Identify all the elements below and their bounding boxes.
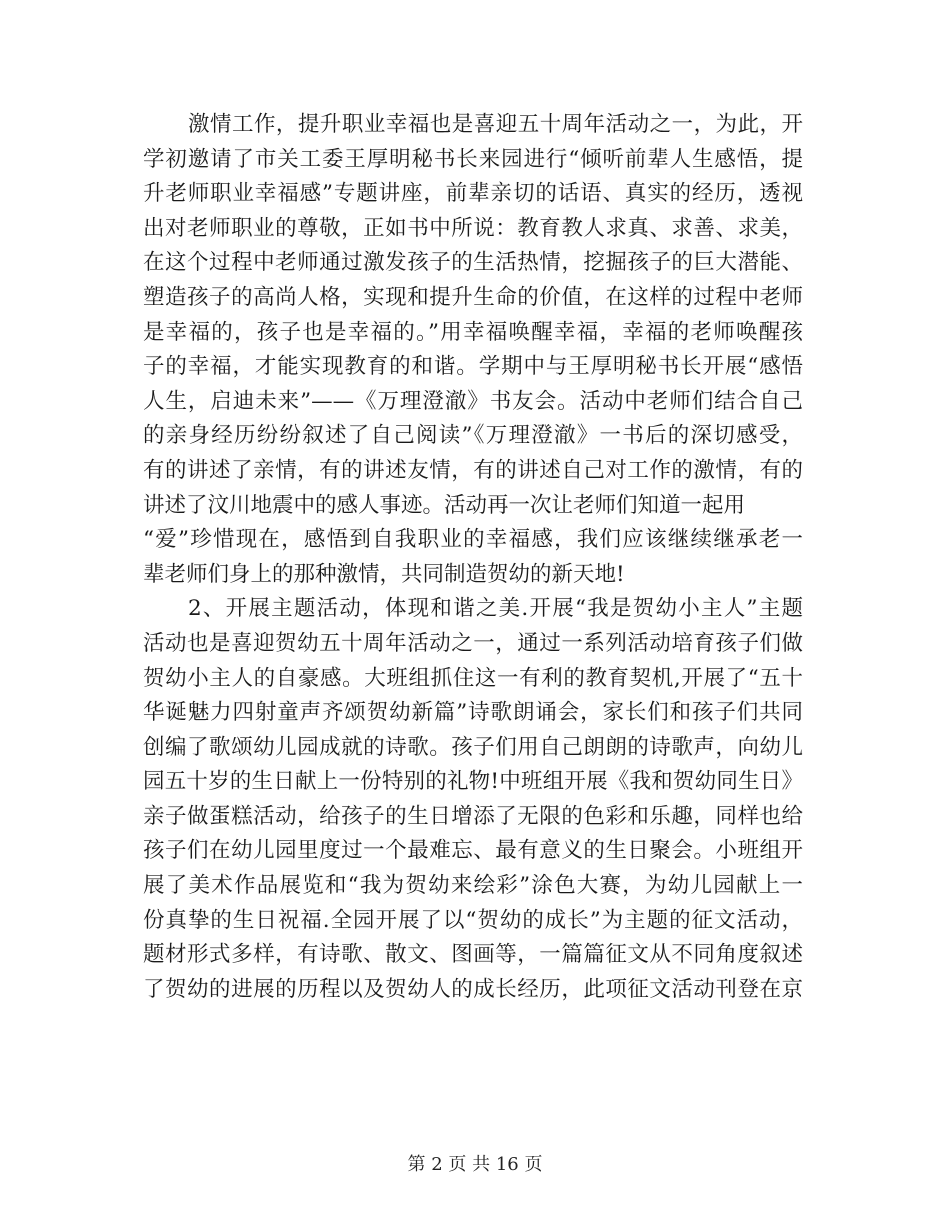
paragraph-line: 题材形式多样，有诗歌、散文、图画等，一篇篇征文从不同角度叙述 (143, 942, 803, 968)
paragraph-line: 活动也是喜迎贺幼五十周年活动之一，通过一系列活动培育孩子们做 (143, 630, 803, 656)
paragraph-line: 辈老师们身上的那种激情，共同制造贺幼的新天地! (143, 561, 625, 587)
paragraph-line: 创编了歌颂幼儿园成就的诗歌。孩子们用自己朗朗的诗歌声，向幼儿 (143, 734, 803, 760)
paragraph-line: 华诞魅力四射童声齐颂贺幼新篇”诗歌朗诵会，家长们和孩子们共同 (143, 700, 803, 726)
paragraph-line: 在这个过程中老师通过激发孩子的生活热情，挖掘孩子的巨大潜能、 (143, 250, 803, 276)
paragraph-line: 人生，启迪未来”——《万理澄澈》书友会。活动中老师们结合自己 (143, 388, 803, 414)
paragraph-line: 是幸福的，孩子也是幸福的。”用幸福唤醒幸福，幸福的老师唤醒孩 (143, 319, 803, 345)
paragraph-line: 份真挚的生日祝福.全园开展了以“贺幼的成长”为主题的征文活动， (143, 907, 803, 933)
paragraph-line: 孩子们在幼儿园里度过一个最难忘、最有意义的生日聚会。小班组开 (143, 838, 803, 864)
body-text (143, 108, 803, 1007)
paragraph-line: 的亲身经历纷纷叙述了自己阅读”《万理澄澈》一书后的深切感受， (143, 423, 803, 449)
paragraph-line: 子的幸福，才能实现教育的和谐。学期中与王厚明秘书长开展“感悟 (143, 354, 803, 380)
page-footer (0, 1150, 950, 1176)
paragraph-line: 塑造孩子的高尚人格，实现和提升生命的价值，在这样的过程中老师 (143, 284, 803, 310)
paragraph-line: 讲述了汶川地震中的感人事迹。活动再一次让老师们知道一起用 (143, 492, 746, 518)
paragraph-line: “爱”珍惜现在，感悟到自我职业的幸福感，我们应该继续继承老一 (143, 527, 803, 553)
paragraph-line: 亲子做蛋糕活动，给孩子的生日增添了无限的色彩和乐趣，同样也给 (143, 803, 803, 829)
paragraph-line: 学初邀请了市关工委王厚明秘书长来园进行“倾听前辈人生感悟，提 (143, 146, 803, 172)
paragraph-line: 园五十岁的生日献上一份特别的礼物!中班组开展《我和贺幼同生日》 (143, 769, 803, 795)
paragraph-line: 升老师职业幸福感”专题讲座，前辈亲切的话语、真实的经历，透视 (143, 181, 803, 207)
paragraph-line: 有的讲述了亲情，有的讲述友情，有的讲述自己对工作的激情，有的 (143, 457, 803, 483)
paragraph-line: 2、开展主题活动，体现和谐之美.开展“我是贺幼小主人”主题 (188, 596, 803, 622)
paragraph-line: 了贺幼的进展的历程以及贺幼人的成长经历，此项征文活动刊登在京 (143, 976, 803, 1002)
paragraph-line: 贺幼小主人的自豪感。大班组抓住这一有利的教育契机,开展了“五十 (143, 665, 803, 691)
paragraph-line: 展了美术作品展览和“我为贺幼来绘彩”涂色大赛，为幼儿园献上一 (143, 873, 803, 899)
paragraph-line: 出对老师职业的尊敬，正如书中所说：教育教人求真、求善、求美， (143, 215, 803, 241)
page-number-label: 第 2 页 共 16 页 (407, 1154, 543, 1175)
paragraph-line: 激情工作，提升职业幸福也是喜迎五十周年活动之一，为此，开 (188, 112, 803, 137)
